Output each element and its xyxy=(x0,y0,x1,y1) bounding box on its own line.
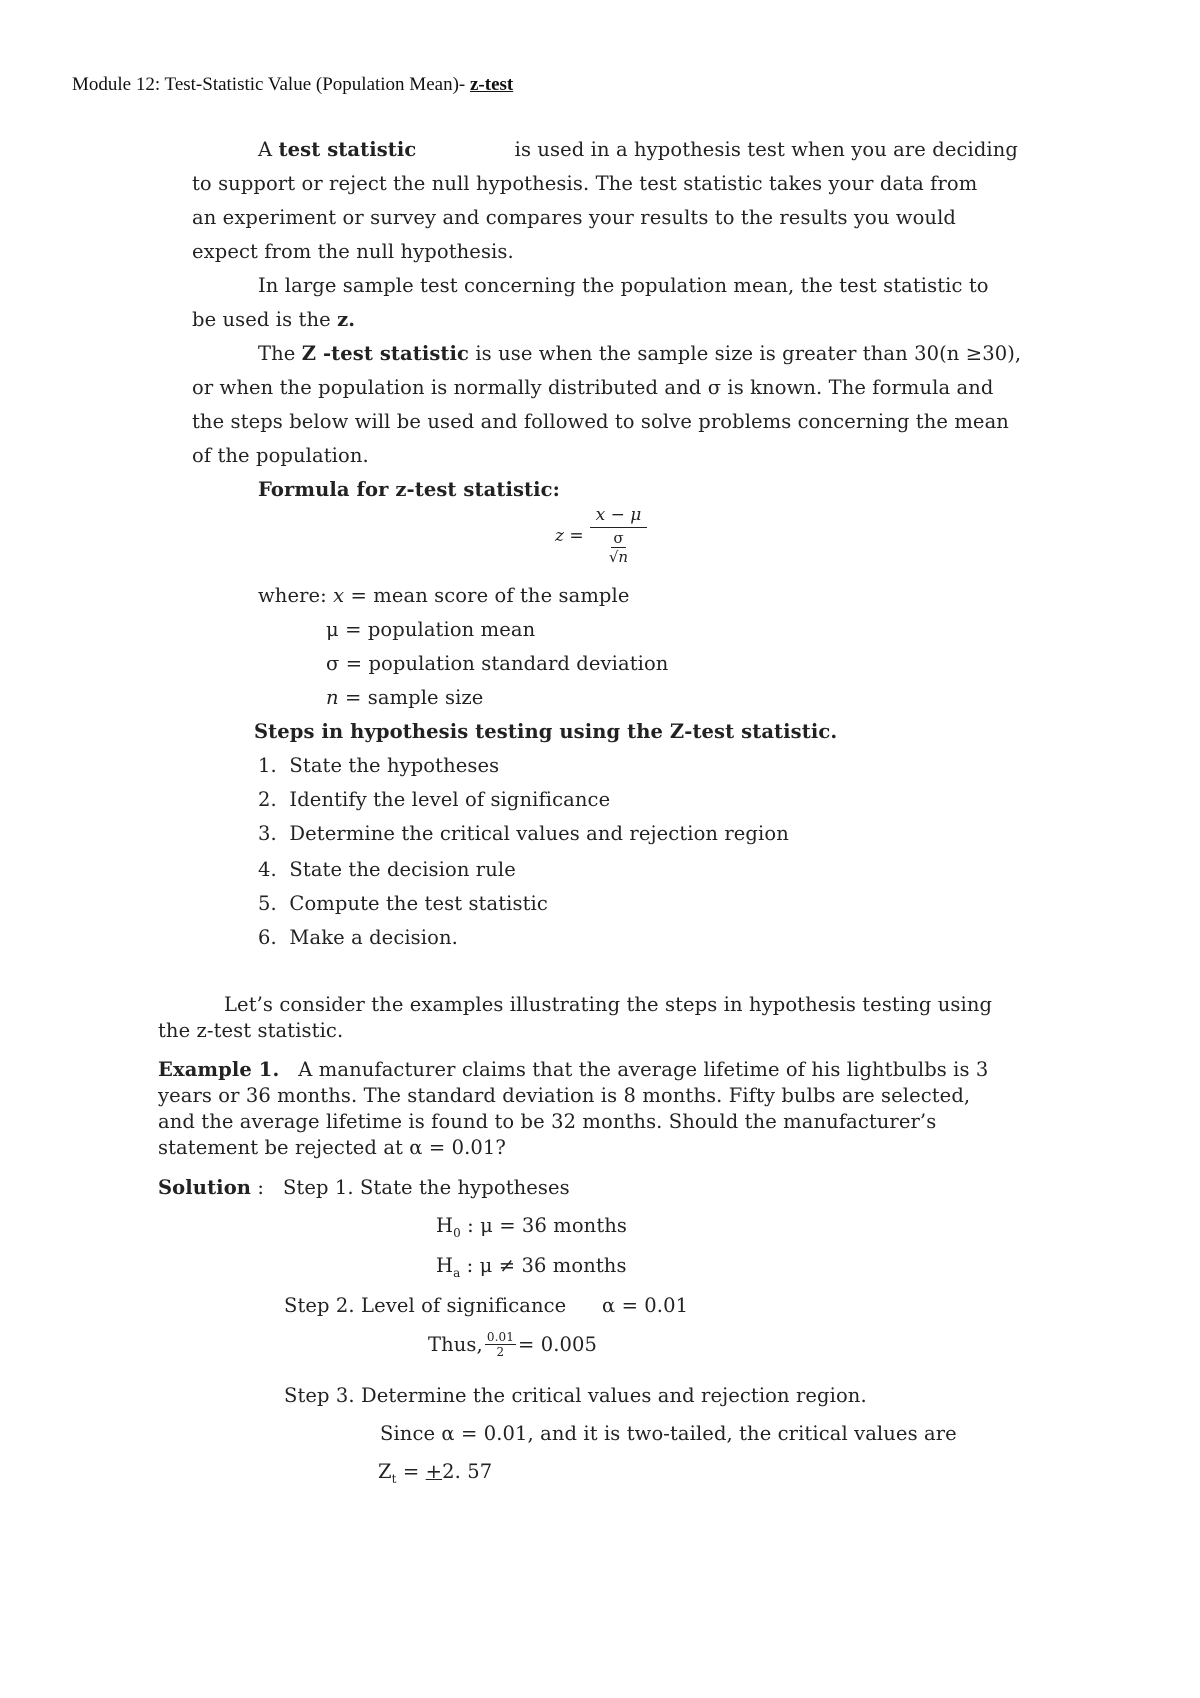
intro-p3-line3: the steps below will be used and followed to solve problems concerning the mean xyxy=(192,410,1009,433)
alt-hypothesis: $H_a$ : μ ≠ 36 months xyxy=(436,1254,627,1280)
page-header xyxy=(72,74,513,96)
formula-sqrt-n: √n xyxy=(608,548,629,566)
alpha-value: α = 0.01 xyxy=(602,1294,689,1317)
intro-p1-line4: expect from the null hypothesis. xyxy=(192,240,514,263)
term-test-statistic: test statistic xyxy=(278,138,417,161)
thus-numerator: 0.01 xyxy=(486,1330,514,1344)
intro-p3-line4: of the population. xyxy=(192,444,369,467)
intro-p3-line1: The Z -test statistic is use when the sample size is greater than 30(n ≥30), xyxy=(258,342,1022,365)
intro-p1-line3: an experiment or survey and compares your results to the results you would xyxy=(192,206,957,229)
where-line-mu: μ = population mean xyxy=(326,618,536,641)
consider-line1: Let’s consider the examples illustrating the steps in hypothesis testing using xyxy=(224,993,993,1016)
consider-line2: the z-test statistic. xyxy=(158,1019,344,1042)
thus-denominator: 2 xyxy=(496,1345,505,1359)
intro-p1-line1: A test statistic is used in a hypothesis test when you are deciding xyxy=(258,138,1018,161)
intro-p2-line2: be used is the z. xyxy=(192,308,356,331)
example1-line1: Example 1. A manufacturer claims that the average lifetime of his lightbulbs is 3 xyxy=(158,1058,989,1081)
formula-title: Formula for z-test statistic: xyxy=(258,478,560,501)
thus-line: Thus, $\frac{0.01}{2}$ = 0.005 xyxy=(428,1330,598,1359)
formula-numerator: x − μ xyxy=(590,505,648,528)
list-item: 4. State the decision rule xyxy=(258,858,516,881)
where-line-n: n = sample size xyxy=(326,686,484,709)
header-title: Module 12: Test-Statistic Value (Population Mean)- xyxy=(72,74,470,95)
term-z-test-statistic: Z -test statistic xyxy=(301,342,470,365)
intro-p1-line2: to support or reject the null hypothesis. The test statistic takes your data from xyxy=(192,172,978,195)
formula-sigma: σ xyxy=(613,529,624,547)
where-line-x: where: x = mean score of the sample xyxy=(258,584,630,607)
where-line-sigma: σ = population standard deviation xyxy=(326,652,669,675)
list-item: 5. Compute the test statistic xyxy=(258,892,548,915)
intro-p3-line2: or when the population is normally distributed and σ is known. The formula and xyxy=(192,376,994,399)
z-formula xyxy=(555,505,647,566)
example1-label: Example 1. xyxy=(158,1058,280,1081)
step3-line: Step 3. Determine the critical values and rejection region. xyxy=(284,1384,867,1407)
example1-line4: statement be rejected at α = 0.01? xyxy=(158,1136,506,1159)
since-line: Since α = 0.01, and it is two-tailed, the critical values are xyxy=(380,1422,957,1445)
list-item: 6. Make a decision. xyxy=(258,926,458,949)
steps-title: Steps in hypothesis testing using the Z-test statistic. xyxy=(254,720,838,743)
critical-value-line: $Z_t = +2$. 57 xyxy=(378,1460,493,1486)
header-ztest-link: z-test xyxy=(469,74,514,95)
null-hypothesis: $H_0$ : μ = 36 months xyxy=(436,1214,628,1240)
example1-line2: years or 36 months. The standard deviation is 8 months. Fifty bulbs are selected, xyxy=(158,1084,971,1107)
solution-line: Solution : Step 1. State the hypotheses xyxy=(158,1176,570,1199)
list-item: 2. Identify the level of significance xyxy=(258,788,611,811)
intro-p2-line1: In large sample test concerning the population mean, the test statistic to xyxy=(258,274,989,297)
step2-line: Step 2. Level of significance xyxy=(284,1294,567,1317)
list-item: 3. Determine the critical values and rejection region xyxy=(258,822,789,845)
list-item: 1. State the hypotheses xyxy=(258,754,500,777)
formula-lhs: z = xyxy=(555,525,584,546)
solution-label: Solution xyxy=(158,1176,252,1199)
example1-line3: and the average lifetime is found to be 32 months. Should the manufacturer’s xyxy=(158,1110,937,1133)
